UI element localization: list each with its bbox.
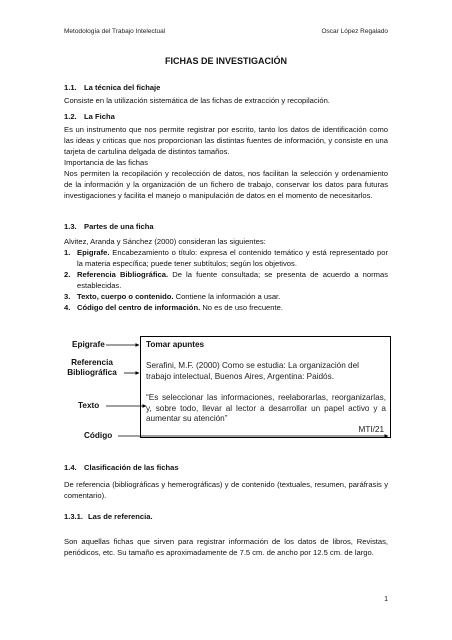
section-1-3-1-heading — [64, 511, 388, 522]
section-1-4-text: De referencia (bibliográficas y hemerográficas) y de contenido (textuales, resumen, paráfrasis y comentario). — [64, 480, 388, 500]
section-1-2-paragraph-1: Es un instrumento que nos permite registrar por escrito, tanto los datos de identificación como las ideas y criticas que nos proporcionan las distintas fuentes de información, y consiste en una tarjeta de cartulina delgada de distintos tamaños. — [64, 125, 388, 156]
section-1-1-text: Consiste en la utilización sistemática de las fichas de extracción y recopilación. — [64, 96, 330, 105]
list-description: De la fuente consultada; se presenta de acuerdo a normas establecidas. — [77, 270, 388, 290]
label-texto: Texto — [78, 401, 100, 410]
section-title: Partes de una ficha — [84, 222, 154, 231]
section-title: La técnica del fichaje — [84, 83, 161, 92]
label-referencia: Referencia Bibliográfica — [67, 358, 117, 377]
section-number: 1.3. — [64, 222, 77, 231]
label-codigo: Código — [84, 431, 113, 440]
section-number: 1.4. — [64, 463, 77, 472]
list-number: 3. — [64, 292, 71, 301]
label-epigrafe: Epigrafe — [72, 340, 105, 349]
list-term: Epigrafe. — [77, 248, 110, 257]
section-title: Las de referencia. — [88, 512, 153, 521]
list-number: 2. — [64, 270, 71, 279]
header-left: Metodología del Trabajo Intelectual — [64, 28, 166, 35]
page-number: 1 — [384, 596, 388, 603]
card-codigo: MTI/21 — [358, 425, 384, 434]
section-1-2-paragraph-2: Nos permiten la recopilación y recolección de datos, nos facilitan la selección y ordenamiento de la información y la organización de un fichero de trabajo, conservar los datos para futuras investigaciones y facilita el manejo o manipulación de datos en el momento de necesitarlos. — [64, 169, 388, 200]
header-right: Oscar López Regalado — [321, 28, 388, 35]
card-referencia: Serafini, M.F. (2000) Como se estudia: La organización del trabajo intelectual, Buenos Aires, Argentina: Paidós. — [146, 361, 359, 381]
section-1-3-intro: Alvitez, Aranda y Sánchez (2000) consideran las siguientes: — [64, 237, 266, 246]
section-title: La Ficha — [84, 112, 115, 121]
section-1-2-subheading: Importancia de las fichas — [64, 158, 148, 167]
section-number: 1.3.1. — [64, 512, 83, 521]
section-1-3-1 — [64, 511, 388, 558]
list-term: Código del centro de información. — [77, 303, 201, 312]
card-epigrafe: Tomar apuntes — [146, 340, 205, 349]
section-title: Clasificación de las fichas — [84, 463, 179, 472]
list-description: Contiene la información a usar. — [173, 292, 281, 301]
list-number: 4. — [64, 303, 71, 312]
list-term: Texto, cuerpo o contenido. — [77, 292, 174, 301]
section-number: 1.2. — [64, 112, 77, 121]
list-description: Encabezamiento o título: expresa el contenido temático y está representado por la materia específica; puede tener subtítulos; según los objetivos. — [77, 248, 388, 268]
section-number: 1.1. — [64, 83, 77, 92]
section-1-3-1-text: Son aquellas fichas que sirven para registrar información de los datos de libros, Revistas, periódicos, etc. Su tamaño es aproximadamente de 7.5 cm. de ancho por 12.5 cm. de largo. — [64, 537, 388, 557]
list-description: No es de uso frecuente. — [200, 303, 283, 312]
list-number: 1. — [64, 248, 71, 257]
card-texto: “Es seleccionar las informaciones, reelaborarlas, reorganizarlas, y, sobre todo, llevar al lector a desarrollar un papel activo y a aumentar su atención” — [146, 393, 386, 423]
section-1-4-heading — [64, 462, 388, 473]
page-title: FICHAS DE INVESTIGACIÓN — [164, 56, 287, 66]
list-term: Referencia Bibliográfica. — [77, 270, 169, 279]
section-1-4 — [64, 462, 388, 501]
